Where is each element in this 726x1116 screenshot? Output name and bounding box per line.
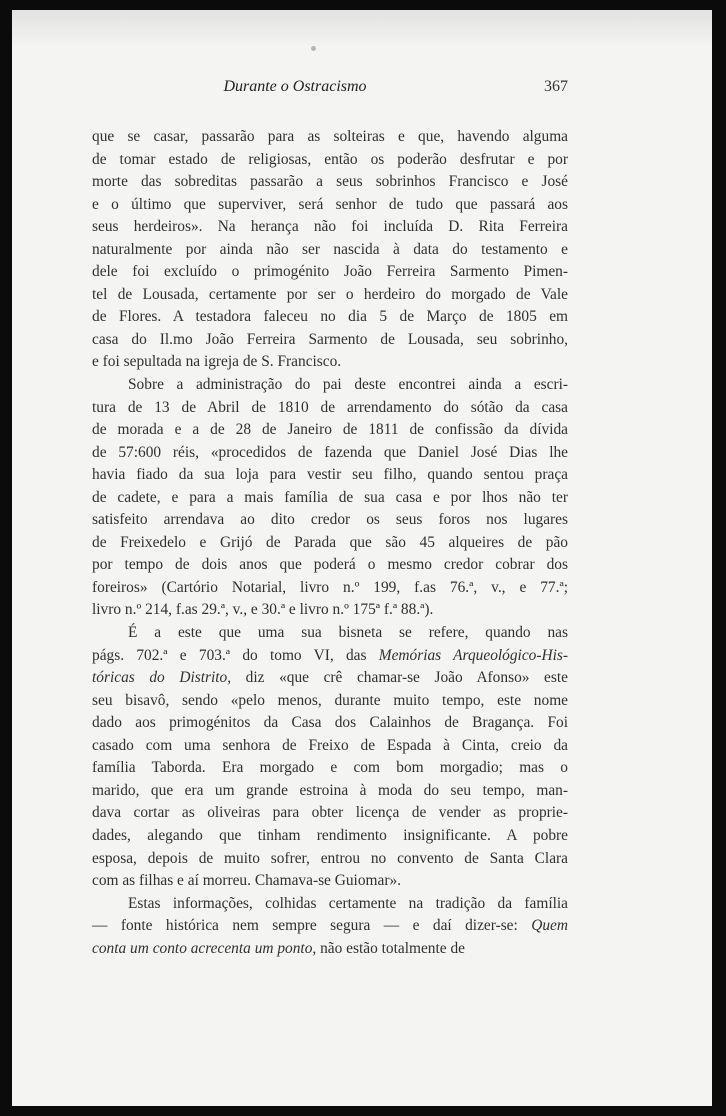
text-line: de morada e a de 28 de Janeiro de 1811 de confissão da dívida: [92, 421, 568, 439]
text-line: É a este que uma sua bisneta se refere, quando nas: [128, 624, 568, 642]
text-line: livro n.º 214, f.as 29.ª, v., e 30.ª e livro n.º 175ª f.ª 88.ª).: [92, 601, 434, 619]
text-line: tura de 13 de Abril de 1810 de arrendamento do sótão da casa: [92, 398, 568, 416]
text-line: dava cortar as oliveiras para obter licença de vender as proprie-: [92, 804, 568, 822]
text-line: conta um conto acrecenta um ponto, não estão totalmente de: [92, 939, 465, 957]
text-line: satisfeito arrendava ao dito credor os seus foros nos lugares: [92, 511, 568, 529]
italic-title: conta um conto acrecenta um ponto,: [92, 939, 317, 957]
page-number: 367: [544, 78, 568, 95]
text-line: e foi sepultada na igreja de S. Francisco.: [92, 353, 342, 371]
running-title: Durante o Ostracismo: [223, 78, 367, 95]
text-line: tel de Lousada, certamente por ser o herdeiro do morgado de Vale: [92, 285, 568, 303]
text-line: seus herdeiros». Na herança não foi incluída D. Rita Ferreira: [92, 218, 568, 236]
text-line: dado aos primogénitos da Casa dos Calainhos de Bragança. Foi: [92, 714, 568, 732]
text-line: Estas informações, colhidas certamente na tradição da família: [128, 894, 568, 912]
text-line: seu bisavô, sendo «pelo menos, durante muito tempo, este nome: [92, 691, 568, 709]
italic-title: Memórias Arqueológico-His-: [378, 646, 568, 664]
text-line: de Freixedelo e Grijó de Parada que são 45 alqueires de pão: [92, 533, 568, 551]
text-line: págs. 702.ª e 703.ª do tomo VI, das Memórias Arqueológico-His-: [92, 646, 568, 664]
book-page: [12, 10, 712, 1106]
text-line: foreiros» (Cartório Notarial, livro n.º 199, f.as 76.ª, v., e 77.ª;: [92, 578, 568, 596]
text-line: — fonte histórica nem sempre segura — e daí dizer-se: Quem: [92, 917, 568, 935]
text-line: naturalmente por ainda não ser nascida à data do testamento e: [92, 240, 568, 258]
text-line: que se casar, passarão para as solteiras e que, havendo alguma: [92, 128, 568, 145]
text-line: por tempo de dois anos que poderá o mesmo credor cobrar dos: [92, 556, 568, 574]
text-line: família Taborda. Era morgado e com bom morgadio; mas o: [92, 759, 568, 777]
italic-title: tóricas do Distrito,: [92, 669, 232, 687]
text-line: com as filhas e aí morreu. Chamava-se Guiomar».: [92, 872, 401, 890]
text-line: dele foi excluído o primogénito João Ferreira Sarmento Pimen-: [92, 263, 568, 281]
text-line: havia fiado da sua loja para vestir seu filho, quando sentou praça: [92, 466, 568, 484]
text-line: Sobre a administração do pai deste encontrei ainda a escri-: [128, 376, 568, 394]
text-line: esposa, depois de muito sofrer, entrou no convento de Santa Clara: [92, 849, 568, 867]
text-line: de cadete, e para a mais família de sua casa e por lhos não ter: [92, 488, 568, 506]
text-line: casado com uma senhora de Freixo de Espada à Cinta, creio da: [92, 736, 568, 754]
print-dot: [311, 46, 316, 51]
text-line: de tomar estado de religiosas, então os poderão desfrutar e por: [92, 150, 568, 168]
body-text: [92, 126, 568, 960]
italic-title: Quem: [531, 917, 568, 935]
text-line: marido, que era um grande estroina à moda do seu tempo, man-: [92, 781, 568, 799]
text-line: dades, alegando que tinham rendimento insignificante. A pobre: [92, 826, 568, 844]
text-line: de 57:600 réis, «procedidos de fazenda que Daniel José Dias lhe: [92, 443, 568, 461]
text-line: casa do Il.mo João Ferreira Sarmento de Lousada, seu sobrinho,: [92, 330, 568, 348]
text-line: morte das sobreditas passarão a seus sobrinhos Francisco e José: [92, 173, 568, 191]
text-line: e o último que superviver, será senhor de tudo que passará aos: [92, 195, 568, 213]
text-line: tóricas do Distrito, diz «que crê chamar-se João Afonso» este: [92, 669, 568, 687]
text-line: de Flores. A testadora faleceu no dia 5 de Março de 1805 em: [92, 308, 568, 326]
